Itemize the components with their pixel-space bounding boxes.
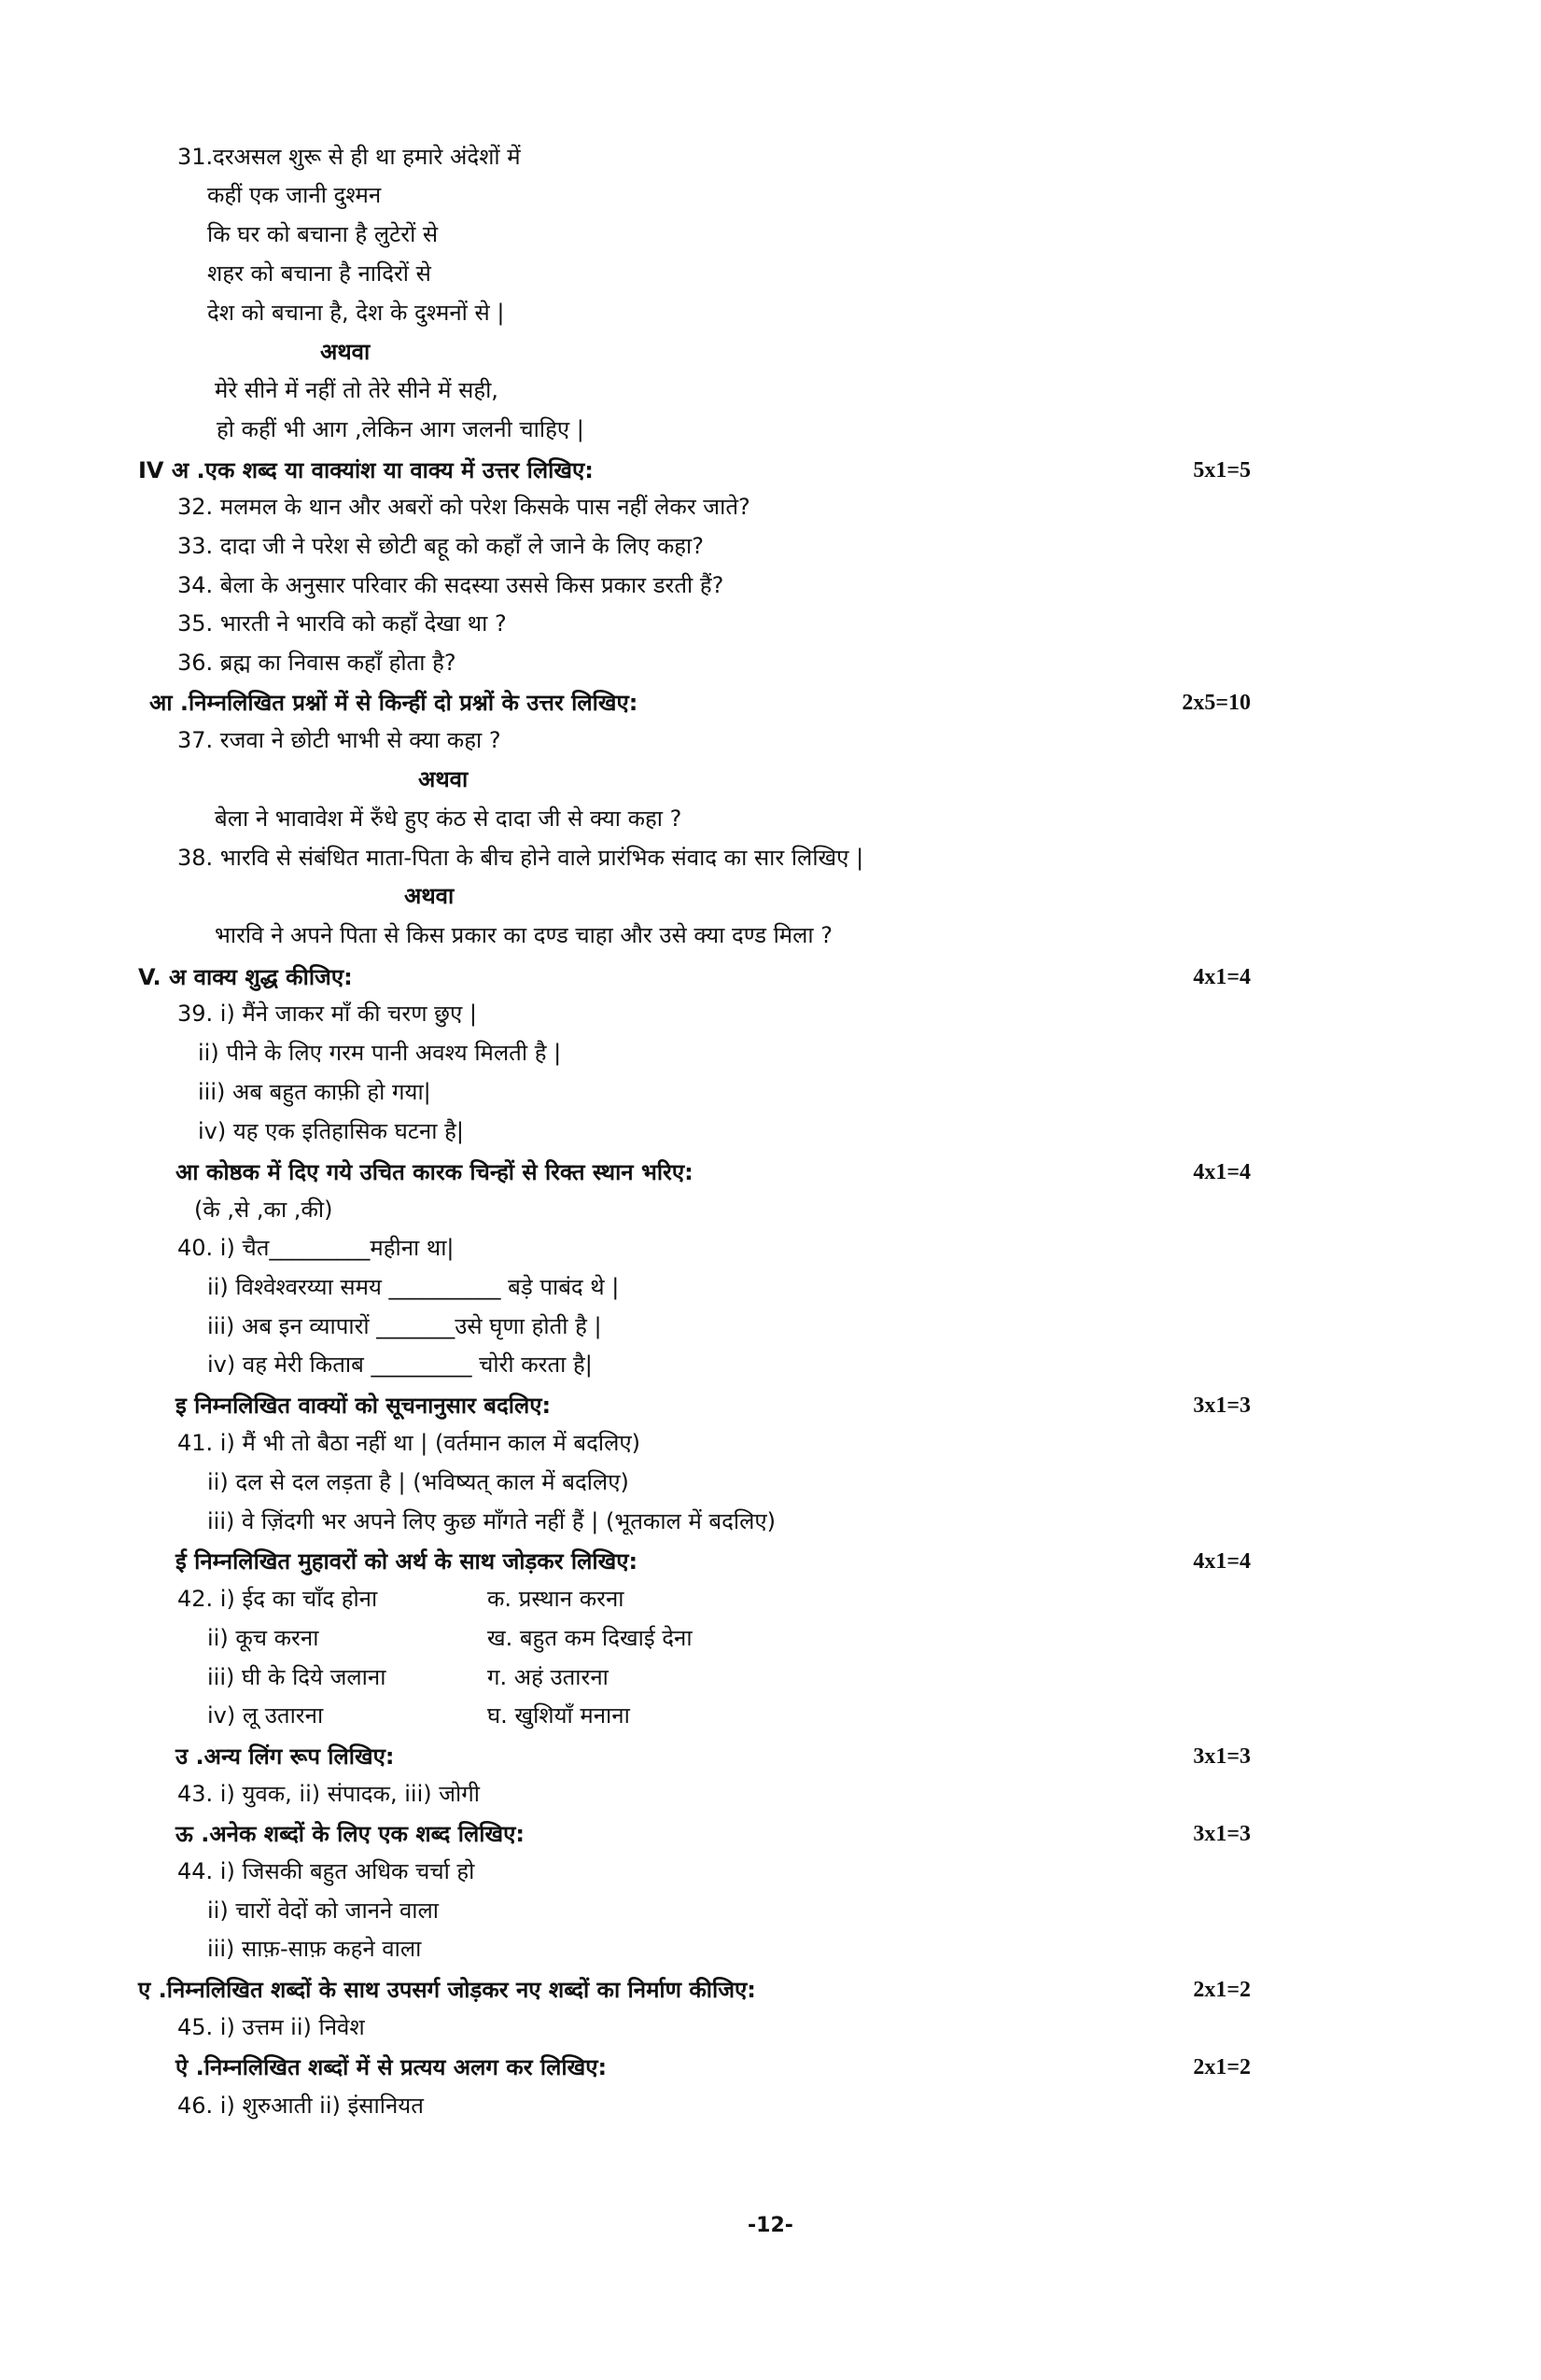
q42-right-2: ख. बहुत कम दिखाई देना: [487, 1625, 693, 1651]
section-5ii-marks: 4x1=4: [1193, 1549, 1251, 1574]
q45: 45. i) उत्तम ii) निवेश: [177, 2014, 365, 2040]
q32: 32. मलमल के थान और अबरों को परेश किसके पास नहीं लेकर जाते?: [177, 494, 750, 520]
section-5u-marks: 3x1=3: [1193, 1744, 1251, 1769]
q37: 37. रजवा ने छोटी भाभी से क्या कहा ?: [177, 727, 501, 753]
q38-alt: भारवि ने अपने पिता से किस प्रकार का दण्ड चाहा और उसे क्या दण्ड मिला ?: [215, 922, 834, 948]
q42-right-3: ग. अहं उतारना: [487, 1664, 609, 1690]
q44-ii: ii) चारों वेदों को जानने वाला: [207, 1897, 439, 1924]
q44-i: 44. i) जिसकी बहुत अधिक चर्चा हो: [177, 1858, 475, 1884]
q31-alt-line-1: मेरे सीने में नहीं तो तेरे सीने में सही,: [215, 377, 498, 403]
section-5u-heading: उ .अन्य लिंग रूप लिखिए:: [175, 1743, 395, 1770]
q35: 35. भारती ने भारवि को कहाँ देखा था ?: [177, 610, 507, 637]
page-number: -12-: [748, 2214, 793, 2237]
q42-right-4: घ. खुशियाँ मनाना: [487, 1702, 630, 1729]
section-4aa-marks: 2x5=10: [1182, 691, 1251, 715]
q31-line-2: कहीं एक जानी दुश्मन: [207, 182, 382, 208]
q31-or-label: अथवा: [320, 339, 371, 365]
q37-or-label: अथवा: [418, 766, 469, 792]
section-5aa-marks: 4x1=4: [1193, 1160, 1251, 1184]
q38: 38. भारवि से संबंधित माता-पिता के बीच होने वाले प्रारंभिक संवाद का सार लिखिए |: [177, 845, 864, 871]
q38-or-label: अथवा: [404, 883, 455, 909]
q33: 33. दादा जी ने परेश से छोटी बहू को कहाँ ले जाने के लिए कहा?: [177, 533, 705, 559]
q31-number: 31.: [177, 144, 214, 170]
q40-iii: iii) अब इन व्यापारों _______उसे घृणा होती है |: [207, 1313, 602, 1339]
q31-alt-line-2: हो कहीं भी आग ,लेकिन आग जलनी चाहिए |: [217, 416, 584, 442]
section-4a-heading: IV अ .एक शब्द या वाक्यांश या वाक्य में उत्तर लिखिए:: [138, 457, 594, 483]
q44-iii: iii) साफ़-साफ़ कहने वाला: [207, 1936, 422, 1962]
q40-i: 40. i) चैत_________महीना था|: [177, 1235, 455, 1261]
q31-line-5: देश को बचाना है, देश के दुश्मनों से |: [207, 300, 505, 326]
q34: 34. बेला के अनुसार परिवार की सदस्या उससे किस प्रकार डरती हैं?: [177, 572, 724, 598]
q31-line-1: दरअसल शुरू से ही था हमारे अंदेशों में: [213, 144, 521, 170]
q41-i: 41. i) मैं भी तो बैठा नहीं था | (वर्तमान काल में बदलिए): [177, 1430, 640, 1456]
q39-iii: iii) अब बहुत काफ़ी हो गया|: [198, 1079, 431, 1105]
q40-iv: iv) वह मेरी किताब _________ चोरी करता है|: [207, 1351, 593, 1378]
q42-left-3: iii) घी के दिये जलाना: [207, 1664, 386, 1690]
section-5uu-heading: ऊ .अनेक शब्दों के लिए एक शब्द लिखिए:: [175, 1821, 525, 1847]
q43: 43. i) युवक, ii) संपादक, iii) जोगी: [177, 1781, 480, 1807]
section-5uu-marks: 3x1=3: [1193, 1822, 1251, 1846]
section-5a-heading: V. अ वाक्य शुद्ध कीजिए:: [138, 964, 353, 990]
q36: 36. ब्रह्म का निवास कहाँ होता है?: [177, 650, 456, 676]
q41-ii: ii) दल से दल लड़ता है | (भविष्यत् काल में बदलिए): [207, 1469, 629, 1495]
q40-ii: ii) विश्वेश्वरय्या समय __________ बड़े पाबंद थे |: [207, 1274, 620, 1300]
section-5i-heading: इ निम्नलिखित वाक्यों को सूचनानुसार बदलिए:: [175, 1393, 552, 1419]
section-5aa-heading: आ कोष्ठक में दिए गये उचित कारक चिन्हों से रिक्त स्थान भरिए:: [175, 1159, 693, 1185]
q41-iii: iii) वे ज़िंदगी भर अपने लिए कुछ माँगते नहीं हैं | (भूतकाल में बदलिए): [207, 1508, 777, 1534]
section-5ai-heading: ऐ .निम्नलिखित शब्दों में से प्रत्यय अलग कर लिखिए:: [175, 2054, 608, 2080]
section-5a-marks: 4x1=4: [1193, 965, 1251, 989]
q39-ii: ii) पीने के लिए गरम पानी अवश्य मिलती है |: [198, 1040, 562, 1066]
q46: 46. i) शुरुआती ii) इंसानियत: [177, 2093, 424, 2119]
q42-left-4: iv) लू उतारना: [207, 1702, 324, 1729]
q42-right-1: क. प्रस्थान करना: [487, 1586, 624, 1612]
section-5i-marks: 3x1=3: [1193, 1393, 1251, 1418]
section-4a-marks: 5x1=5: [1193, 458, 1251, 483]
karak-hint: (के ,से ,का ,की): [194, 1197, 333, 1223]
q37-alt: बेला ने भावावेश में रुँधे हुए कंठ से दादा जी से क्या कहा ?: [215, 805, 682, 832]
section-5e-marks: 2x1=2: [1193, 1978, 1251, 2002]
section-5ii-heading: ई निम्नलिखित मुहावरों को अर्थ के साथ जोड़कर लिखिए:: [175, 1548, 638, 1575]
q42-left-1: 42. i) ईद का चाँद होना: [177, 1586, 378, 1612]
q31-line-4: शहर को बचाना है नादिरों से: [207, 260, 431, 287]
q39-iv: iv) यह एक इतिहासिक घटना है|: [198, 1118, 464, 1144]
section-5ai-marks: 2x1=2: [1193, 2055, 1251, 2079]
section-5e-heading: ए .निम्नलिखित शब्दों के साथ उपसर्ग जोड़कर नए शब्दों का निर्माण कीजिए:: [138, 1977, 756, 2003]
q31-line-3: कि घर को बचाना है लुटेरों से: [207, 221, 439, 247]
section-4aa-heading: आ .निम्नलिखित प्रश्नों में से किन्हीं दो प्रश्नों के उत्तर लिखिए:: [149, 690, 638, 716]
q42-left-2: ii) कूच करना: [207, 1625, 319, 1651]
q39-i: 39. i) मैंने जाकर माँ की चरण छुए |: [177, 1001, 477, 1027]
